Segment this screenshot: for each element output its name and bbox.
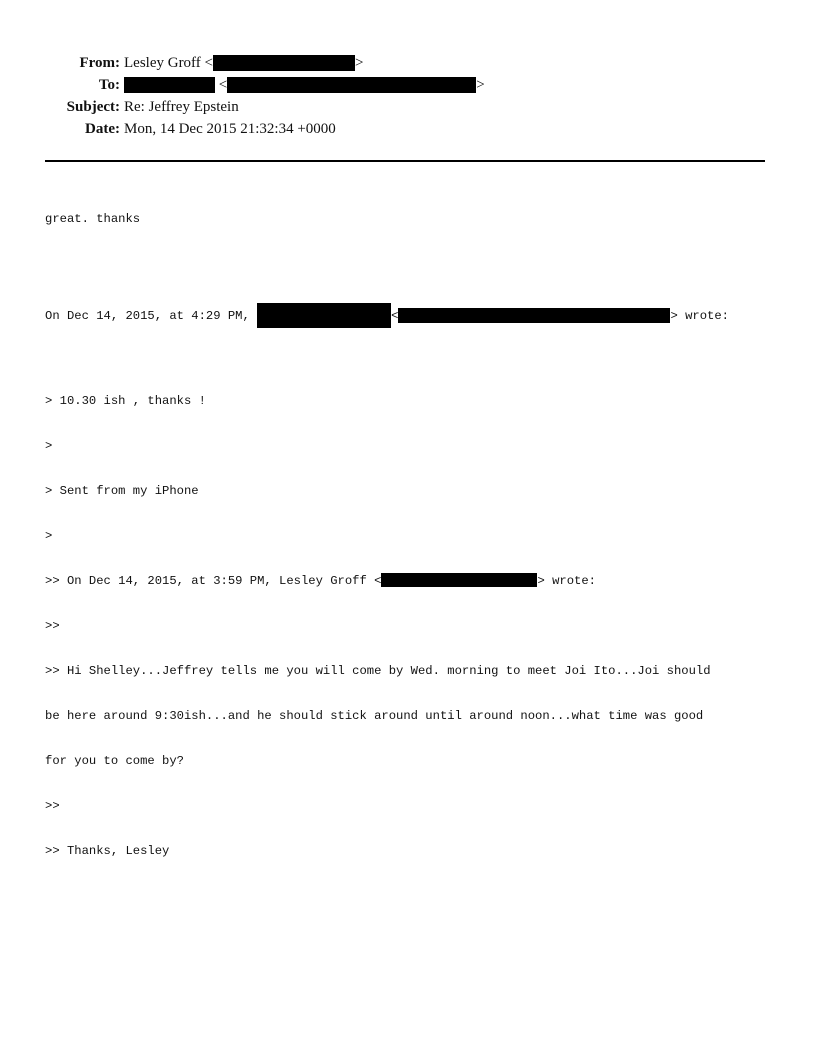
quoted-line: >>	[45, 799, 60, 813]
quoted-line: >> Hi Shelley...Jeffrey tells me you will come by Wed. morning to meet Joi Ito...Joi should	[45, 664, 711, 678]
nested-attribution-text: >> On Dec 14, 2015, at 3:59 PM, Lesley Groff <	[45, 574, 382, 589]
header-divider	[45, 160, 765, 162]
quoted-line: >> Thanks, Lesley	[45, 844, 170, 858]
quoted-line: > Sent from my iPhone	[45, 484, 199, 498]
subject-row	[0, 96, 816, 118]
quoted-line: be here around 9:30ish...and he should stick around until around noon...what time was good	[45, 709, 704, 723]
body-line: great. thanks	[45, 212, 141, 226]
from-name: Lesley Groff <	[124, 55, 213, 71]
redacted-from-email	[213, 55, 355, 71]
from-close: >	[355, 55, 364, 71]
from-row	[0, 52, 816, 74]
to-row	[0, 74, 816, 96]
quote-attribution	[45, 302, 775, 331]
redacted-to-email	[227, 77, 476, 93]
quoted-line: >>	[45, 619, 60, 633]
redacted-groff-email	[381, 573, 537, 587]
to-open: <	[215, 77, 228, 93]
date-value: Mon, 14 Dec 2015 21:32:34 +0000	[124, 121, 336, 137]
quoted-line: for you to come by?	[45, 754, 184, 768]
attribution-end: > wrote:	[670, 309, 729, 323]
quoted-line: > 10.30 ish , thanks !	[45, 394, 206, 408]
from-value	[124, 52, 363, 74]
from-label: From:	[79, 55, 120, 71]
quoted-line: >	[45, 529, 53, 543]
email-body	[45, 182, 775, 874]
date-row	[0, 118, 816, 140]
subject-label: Subject:	[66, 99, 120, 115]
subject-value: Re: Jeffrey Epstein	[124, 99, 239, 115]
redacted-to-name	[124, 77, 215, 93]
redacted-sender-email	[398, 308, 670, 323]
redacted-sender-name	[257, 303, 391, 328]
to-value	[124, 74, 485, 96]
to-label: To:	[98, 77, 120, 93]
to-close: >	[476, 77, 485, 93]
quoted-line	[45, 574, 775, 589]
nested-attribution-end: > wrote:	[537, 574, 596, 589]
quoted-line: >	[45, 439, 53, 453]
attribution-text: On Dec 14, 2015, at 4:29 PM,	[45, 309, 258, 323]
date-label: Date:	[85, 121, 120, 137]
attribution-open: <	[391, 309, 399, 323]
email-header	[0, 52, 816, 140]
